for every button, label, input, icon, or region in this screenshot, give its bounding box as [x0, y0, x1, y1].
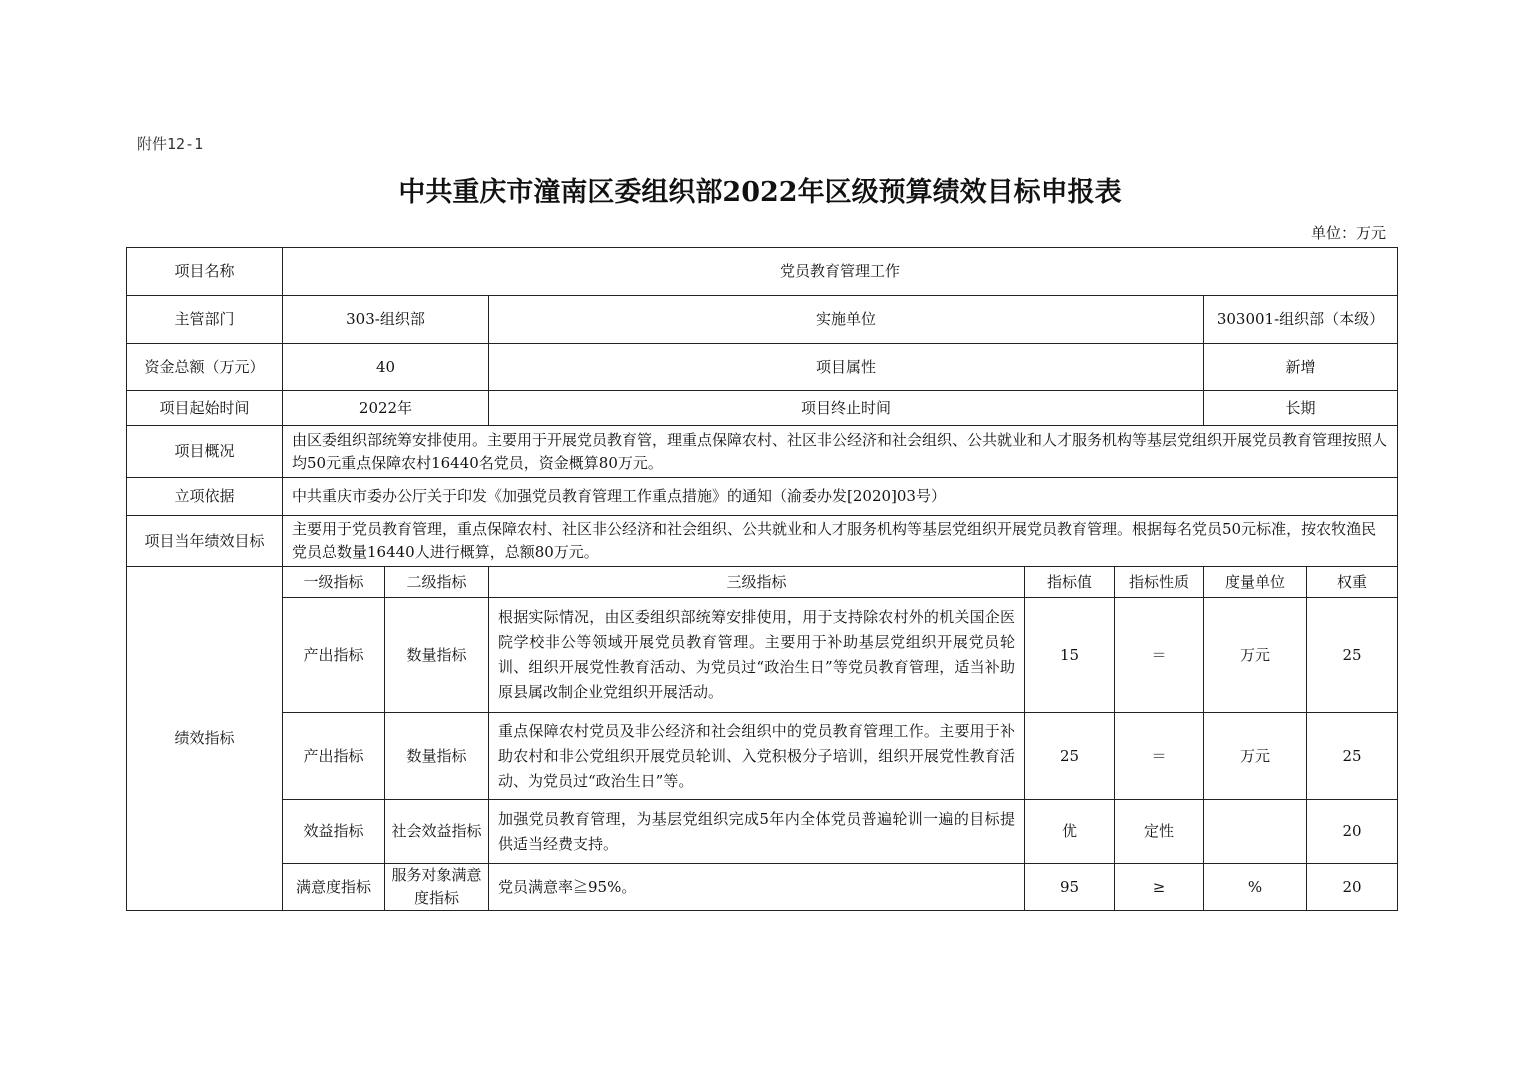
indicator-nature: 定性: [1115, 800, 1204, 864]
indicator-weight: 25: [1307, 598, 1398, 713]
row-project-name: [127, 248, 1398, 296]
indicator-value: 优: [1025, 800, 1115, 864]
project-name-label: 项目名称: [127, 248, 283, 296]
indicator-level3: 根据实际情况，由区委组织部统筹安排使用，用于支持除农村外的机关国企医院学校非公等领域开展党员教育管理。主要用于补助基层党组织开展党员轮训、组织开展党性教育活动、为党员过“政治生日”等党员教育管理，适当补助原县属改制企业党组织开展活动。: [489, 598, 1025, 713]
row-department: [127, 296, 1398, 344]
indicator-nature: ≥: [1115, 864, 1204, 911]
start-time-value: 2022年: [283, 391, 489, 426]
funds-label: 资金总额（万元）: [127, 344, 283, 391]
overview-label: 项目概况: [127, 426, 283, 478]
attachment-label: 附件12-1: [137, 135, 204, 153]
header-weight: 权重: [1307, 567, 1398, 598]
page-title: 中共重庆市潼南区委组织部2022年区级预算绩效目标申报表: [398, 177, 1122, 208]
indicator-nature: ＝: [1115, 713, 1204, 800]
indicator-value: 15: [1025, 598, 1115, 713]
indicator-level2: 服务对象满意度指标: [385, 864, 489, 911]
project-attr-label: 项目属性: [489, 344, 1204, 391]
indicator-value: 25: [1025, 713, 1115, 800]
end-time-value: 长期: [1204, 391, 1398, 426]
row-period: [127, 391, 1398, 426]
department-label: 主管部门: [127, 296, 283, 344]
row-basis: [127, 478, 1398, 516]
overview-value: 由区委组织部统筹安排使用。主要用于开展党员教育管，理重点保障农村、社区非公经济和社会组织、公共就业和人才服务机构等基层党组织开展党员教育管理按照人均50元重点保障农村16440名党员，资金概算80万元。: [283, 426, 1398, 478]
impl-unit-label: 实施单位: [489, 296, 1204, 344]
basis-label: 立项依据: [127, 478, 283, 516]
row-overview: [127, 426, 1398, 478]
indicator-level3: 党员满意率≧95%。: [489, 864, 1025, 911]
indicator-level2: 社会效益指标: [385, 800, 489, 864]
header-value: 指标值: [1025, 567, 1115, 598]
indicator-level1: 产出指标: [283, 598, 385, 713]
row-goal: [127, 516, 1398, 567]
indicator-level2: 数量指标: [385, 713, 489, 800]
indicator-level1: 产出指标: [283, 713, 385, 800]
indicator-weight: 25: [1307, 713, 1398, 800]
row-funds: [127, 344, 1398, 391]
header-level1: 一级指标: [283, 567, 385, 598]
indicator-row: [127, 713, 1398, 800]
header-level2: 二级指标: [385, 567, 489, 598]
goal-label: 项目当年绩效目标: [127, 516, 283, 567]
indicator-row: [127, 598, 1398, 713]
basis-value: 中共重庆市委办公厅关于印发《加强党员教育管理工作重点措施》的通知（渝委办发[2020]03号）: [283, 478, 1398, 516]
indicator-level2: 数量指标: [385, 598, 489, 713]
budget-form-table: [126, 247, 1398, 911]
unit-label: 单位：万元: [1310, 224, 1386, 242]
indicator-row: [127, 800, 1398, 864]
indicator-weight: 20: [1307, 864, 1398, 911]
department-value: 303-组织部: [283, 296, 489, 344]
impl-unit-value: 303001-组织部（本级）: [1204, 296, 1398, 344]
goal-value: 主要用于党员教育管理，重点保障农村、社区非公经济和社会组织、公共就业和人才服务机构等基层党组织开展党员教育管理。根据每名党员50元标准，按农牧渔民党员总数量16440人进行概算，总额80万元。: [283, 516, 1398, 567]
indicator-level3: 加强党员教育管理，为基层党组织完成5年内全体党员普遍轮训一遍的目标提供适当经费支持。: [489, 800, 1025, 864]
start-time-label: 项目起始时间: [127, 391, 283, 426]
indicator-level1: 效益指标: [283, 800, 385, 864]
end-time-label: 项目终止时间: [489, 391, 1204, 426]
indicator-weight: 20: [1307, 800, 1398, 864]
indicator-unit: [1204, 800, 1307, 864]
header-nature: 指标性质: [1115, 567, 1204, 598]
indicator-nature: ＝: [1115, 598, 1204, 713]
project-name-value: 党员教育管理工作: [283, 248, 1398, 296]
indicator-section-label: 绩效指标: [127, 567, 283, 911]
indicator-header-row: [127, 567, 1398, 598]
indicator-unit: 万元: [1204, 598, 1307, 713]
indicator-level1: 满意度指标: [283, 864, 385, 911]
indicator-unit: 万元: [1204, 713, 1307, 800]
project-attr-value: 新增: [1204, 344, 1398, 391]
funds-value: 40: [283, 344, 489, 391]
indicator-row: [127, 864, 1398, 911]
indicator-level3: 重点保障农村党员及非公经济和社会组织中的党员教育管理工作。主要用于补助农村和非公党组织开展党员轮训、入党积极分子培训，组织开展党性教育活动、为党员过“政治生日”等。: [489, 713, 1025, 800]
indicator-value: 95: [1025, 864, 1115, 911]
indicator-unit: %: [1204, 864, 1307, 911]
header-unit: 度量单位: [1204, 567, 1307, 598]
header-level3: 三级指标: [489, 567, 1025, 598]
